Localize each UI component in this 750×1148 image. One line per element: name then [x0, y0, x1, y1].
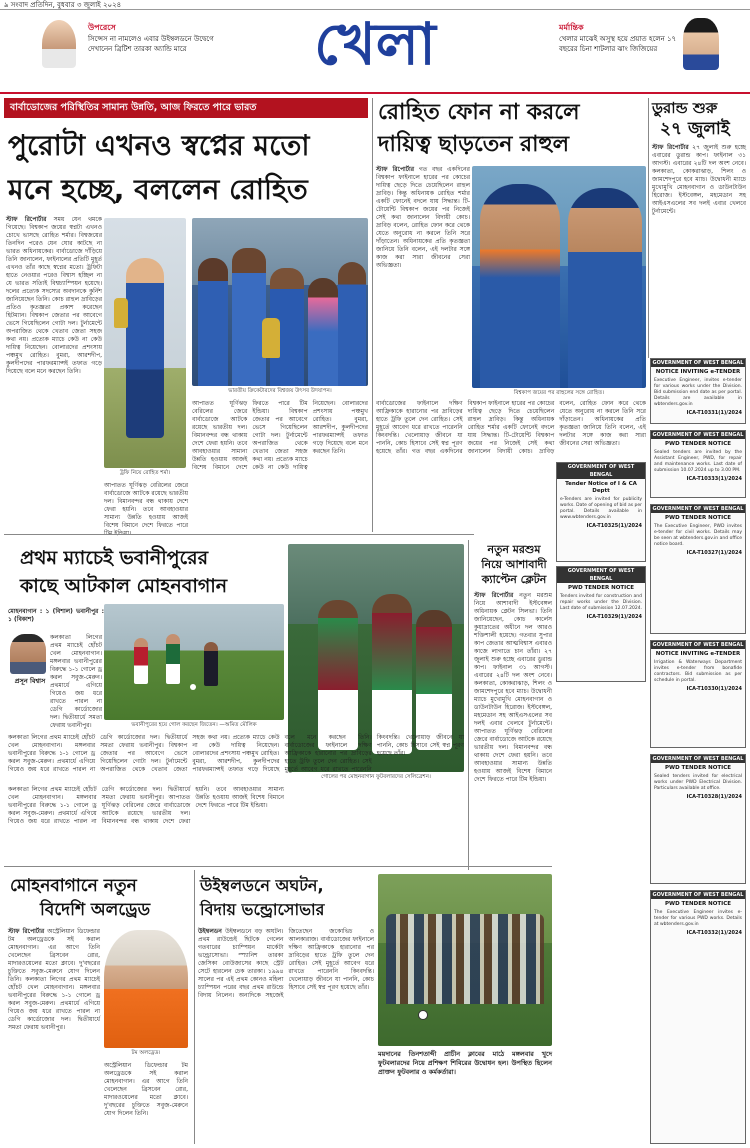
ad-header: GOVERNMENT OF WEST BENGAL — [652, 506, 744, 512]
ad-tender-2[interactable] — [650, 430, 746, 498]
ad-header: GOVERNMENT OF WEST BENGAL — [652, 892, 744, 898]
dravid-body-repeat: গত বছর একদিনের বিশ্বকাপ ফাইনালে হারের পর কোচের দায়িত্ব ছেড়ে দিতে চেয়েছিলেন রাহুল দ্রাবিড়। কিন্তু অধিনায়ক রোহিত শর্মার একটি ফোনেই বদলে যায় সিদ্ধান্ত। টি-টোয়েন্টি বিশ্বকাপ জয়ের পর নিজেই সেই কথা জানালেন বিদায়ী কোচ। দ্রাবিড় বলেন, রোহিত ফোন করে থেকে যেতে অনুরোধ না করলে তিনি সরে দাঁড়াতেন। অধিনায়কের প্রতি কৃতজ্ঞতা জানিয়ে তিনি বলেন, এই দলটার সঙ্গে কাজ করা সারা জীবনের সেরা অভিজ্ঞতা। — [411, 400, 646, 455]
captain-body-more: ২৭ জুলাই শুরু হচ্ছে এবারের ডুরান্ড কাপ। ফাইনাল ৩১ আগস্ট। এবারের ২৪টি দল অংশ নেবে। কলকাতা, কোকরাঝাড়, শিলং ও জামশেদপুরে হবে ম্যাচ। উদ্বোধনী ম্যাচে মুখোমুখি মোহনবাগান ও ডাউনটাউন হিরোজ। ইস্টবেঙ্গল, মহমেডান সহ আইএসএলের সব দলই এবার খেলবে টুর্নামেন্টে। — [474, 648, 552, 727]
wimbledon-body — [198, 928, 374, 1142]
oldred-photo[interactable] — [104, 930, 188, 1048]
ad-ref: ICA-T10332(1)/2024 — [686, 930, 742, 936]
col-rule-3 — [468, 540, 469, 870]
ad-title: Tender Notice of I & CA Deptt — [565, 481, 637, 494]
player-red — [134, 638, 148, 684]
ball-icon — [418, 1010, 428, 1020]
ad-title: PWD TENDER NOTICE — [664, 765, 732, 771]
ad-ref: ICA-T10327(1)/2024 — [686, 550, 742, 556]
ad-ref: ICA-T10330(1)/2024 — [686, 686, 742, 692]
author-photo — [10, 634, 46, 674]
murray-photo — [42, 20, 76, 68]
dravid-body: গত বছর একদিনের বিশ্বকাপ ফাইনালে হারের পর কোচের দায়িত্ব ছেড়ে দিতে চেয়েছিলেন রাহুল দ্রাবিড়। কিন্তু অধিনায়ক রোহিত শর্মার একটি ফোনেই বদলে যায় সিদ্ধান্ত। টি-টোয়েন্টি বিশ্বকাপ জয়ের পর নিজেই সেই কথা জানালেন বিদায়ী কোচ। দ্রাবিড় বলেন, রোহিত ফোন করে থেকে যেতে অনুরোধ না করলে তিনি সরে দাঁড়াতেন। অধিনায়কের প্রতি কৃতজ্ঞতা জানিয়ে তিনি বলেন, এই দলটার সঙ্গে কাজ করা সারা জীবনের সেরা অভিজ্ঞতা। — [376, 166, 470, 269]
oldred-headline-1: মোহনবাগানে নতুন — [10, 876, 137, 896]
wimbledon-dateline: উইম্বলডন — [198, 928, 222, 935]
ad-body: e-Tenders are invited for publicity works. Date of opening of bid as per portal. Details available in www.wbtenders.gov.in — [560, 497, 642, 520]
lead-body-col3 — [104, 482, 188, 530]
teaser-right-text: খেলার মাঝেই অসুস্থ হয়ে প্রয়াত হলেন ১৭ বছরের চিনা শাটলার ঝাং জিজিয়ের — [559, 35, 677, 53]
dravid-figure — [480, 184, 560, 388]
player-71 — [318, 600, 358, 750]
duran-body — [652, 144, 746, 352]
top-banner — [4, 98, 368, 118]
banner-text: বার্বাডোজের পরিস্থিতির সামান্য উন্নতি, আজ ফিরতে পারে ভারত — [10, 102, 257, 113]
ad-body: Executive Engineer, invites e-tender for various works under the Division. Bid submission end date as per portal. Details are available in wbtenders.gov.in — [654, 378, 742, 407]
captain-body-text: নতুন মরশুম নিয়ে আশাবাদী ইস্টবেঙ্গল অধিনায়ক ক্লেটন সিলভা। তিনি জানিয়েছেন, কোচ কার্লেস কুয়াদ্রাতের অধীনে দল আরও শক্তিশালী হয়েছে। গতবার সুপার কাপ জেতার আত্মবিশ্বাস এবারও কাজে লাগাতে চান তাঁরা। — [474, 592, 552, 655]
ad-body: Sealed tenders invited for electrical works under PWD Electrical Division. Particulars available at office. — [654, 774, 742, 791]
lead-caption-1: ট্রফি নিয়ে রোহিত শর্মা। — [119, 470, 171, 476]
player-5 — [338, 262, 366, 386]
player-green — [166, 634, 180, 684]
ad-ref: ICA-T10328(1)/2024 — [686, 794, 742, 800]
lead-body-repeat: বিশ্বকাপ জেতার পর আবেগে ভেসে গিয়েছিলেন গোটা দল। টুর্নামেন্টে অপরাজিত থেকে খেতাব জেতা সহজ কথা নয়। প্রত্যেক ম্যাচে কেউ না কেউ দায়িত্ব নিয়েছেন। বোলারদের প্রশংসায় পঞ্চমুখ রোহিত। বুমরা, আরশদীপ, কুলদীপদের পারফরম্যান্সই তফাত গড়ে দিয়েছে বলে মনে করছেন তিনি। — [252, 400, 368, 471]
dravid-headline-1: রোহিত ফোন না করলে — [378, 100, 580, 125]
ad-tender-6[interactable] — [556, 462, 646, 562]
duran-headline-1: ডুরান্ড শুরু — [652, 99, 718, 117]
captain-headline-2: নিয়ে আশাবাদী — [481, 558, 547, 571]
ball-icon — [190, 684, 196, 690]
masthead-rule — [0, 92, 750, 94]
ad-header: GOVERNMENT OF WEST BENGAL — [652, 432, 744, 438]
ad-body: The Executive Engineer invites e-tender for various PWD works. Details at wbtenders.gov.in — [654, 910, 742, 927]
bottom-section-rule — [4, 866, 552, 867]
masthead: খেলা — [314, 10, 436, 78]
teaser-left[interactable] — [4, 14, 244, 74]
oldred-body-lower-text: অস্ট্রেলিয়ান ডিফেন্ডার টম অলড্রেডকে সই করাল মোহনবাগান। এর আগে তিনি খেলেছেন ব্রিসবেন রোর, মাদারওয়েলের মতো ক্লাবে। দু'বছরের চুক্তিতে সবুজ-মেরুনে যোগ দিলেন তিনি। — [104, 1062, 188, 1117]
ad-header: GOVERNMENT OF WEST BENGAL — [652, 756, 744, 762]
mb-meta: মোহনবাগান : ১ (বিশাল) ভবানীপুর : ১ (বিকাশ) — [8, 608, 104, 623]
author-name: প্রসূন বিশ্বাস — [14, 677, 46, 685]
ad-title: PWD TENDER NOTICE — [664, 901, 732, 907]
player-4 — [308, 278, 338, 386]
ad-title: PWD TENDER NOTICE — [664, 441, 732, 447]
ad-header: GOVERNMENT OF WEST BENGAL — [652, 642, 744, 648]
lead-body-col1 — [6, 216, 102, 484]
teaser-left-text: সিন্সেস না নামলেও এবার উইম্বলডনে উদ্বেগে দেখানেন ব্রিটিশ তারকা অ্যান্ডি মারে — [88, 35, 214, 53]
ad-tender-3[interactable] — [650, 504, 746, 634]
mb-body-repeat: বিশ্বকাপ জেতার পর আবেগে ভেসে গিয়েছিলেন গোটা দল। টুর্নামেন্টে অপরাজিত থেকে খেতাব জেতা সহজ কথা নয়। প্রত্যেক ম্যাচে কেউ না কেউ দায়িত্ব নিয়েছেন। বোলারদের প্রশংসায় পঞ্চমুখ রোহিত। বুমরা, আরশদীপ, কুলদীপদের পারফরম্যান্সই তফাত গড়ে দিয়েছে বলে মনে করছেন তিনি। — [100, 734, 372, 773]
teaser-right[interactable] — [555, 14, 747, 74]
ad-header: GOVERNMENT OF WEST BENGAL — [652, 360, 744, 366]
trophy-icon — [114, 298, 128, 328]
teaser-right-kicker: মর্মান্তিক — [559, 23, 584, 32]
teaser-left-kicker: উপরেসে — [88, 23, 116, 32]
lead-body: সময় যেন থমকে গিয়েছে। বিশ্বকাপ জয়ের স্বপ্নটা এখনও চোখে ভাসছে রোহিত শর্মার। বিশ্বজয়ের তিনদিন পরেও যেন ঘোর কাটছে না ভারত অধিনায়কের। বার্বাডোজে দাঁড়িয়ে তিনি জানালেন, ফাইনালের প্রতিটি মুহূর্ত এখনও তাঁর কাছে স্বপ্নের মতো। ট্রফিটা হাতে নেওয়ার পরেও বিশ্বাস হচ্ছিল না যে ভারত সত্যিই বিশ্বচ্যাম্পিয়ন হয়েছে। দলের প্রত্যেক সদস্যের অবদানকে কুর্নিশ জানিয়েছেন তিনি। কোচ রাহুল দ্রাবিড়ের প্রতিও কৃতজ্ঞতা প্রকাশ করেছেন হিটম্যান। — [6, 216, 102, 319]
player-back — [416, 610, 452, 750]
oldred-body-more: কলকাতা লিগের প্রথম ম্যাচেই হোঁচট খেল মোহনবাগান। মঙ্গলবার ভবানীপুরের বিরুদ্ধে ১-১ গোলে ড্র করল সবুজ-মেরুন। প্রথমার্ধে এগিয়ে গিয়েও জয় ধরে রাখতে পারল না ডেগি কার্ডোজোর দল। দ্বিতীয়ার্ধে সমতা ফেরায় ভবানীপুর। — [8, 976, 100, 1031]
lead-headline-1: পুরোটা এখনও স্বপ্নের মতো — [8, 129, 310, 162]
mb-body-repeat-2: বার্বাডোজের ফাইনালে দক্ষিণ আফ্রিকাকে হারানোর পর দ্রাবিড়ের হাতে ট্রফি তুলে দেন রোহিত। সেই মুহূর্তে আবেগ ধরে রাখতে পারেননি কিংবদন্তি। খেলোয়াড় জীবনে যা পাননি, কোচ হিসাবে সেই স্বপ্ন পূরণ হয়েছে তাঁর। — [284, 734, 464, 773]
captain-headline-3: ক্যাপ্টেন ক্লেটন — [481, 573, 547, 586]
dravid-headline-2: দায়িত্ব ছাড়তেন রাহুল — [378, 132, 569, 157]
ad-title: PWD TENDER NOTICE — [664, 515, 732, 521]
mb-action-photo[interactable] — [104, 604, 284, 720]
ad-body: Sealed tenders are invited by the Assistant Engineer, PWD, for repair and maintenance works. Last date of submission 10.07.2024 up to 3.00 PM. — [654, 450, 742, 473]
player-2 — [232, 248, 266, 386]
rohit-trophy-photo[interactable] — [104, 218, 186, 468]
team-celebration-photo[interactable] — [192, 218, 368, 386]
lead-body-2: বিশ্বকাপ জেতার পর আবেগে ভেসে গিয়েছিলেন গোটা দল। টুর্নামেন্টে অপরাজিত থেকে খেতাব জেতা সহজ কথা নয়। প্রত্যেক ম্যাচে কেউ না কেউ দায়িত্ব নিয়েছেন। বোলারদের প্রশংসায় পঞ্চমুখ রোহিত। বুমরা, আরশদীপ, কুলদীপদের পারফরম্যান্সই তফাত গড়ে দিয়েছে বলে মনে করছেন তিনি। — [6, 312, 102, 375]
dravid-rohit-photo[interactable] — [472, 166, 646, 388]
ad-body: Irrigation & Waterways Department invites e-tender from bonafide contractors. Bid submission as per schedule in portal. — [654, 660, 742, 683]
dravid-body-2: বার্বাডোজের ফাইনালে দক্ষিণ আফ্রিকাকে হারানোর পর দ্রাবিড়ের হাতে ট্রফি তুলে দেন রোহিত। সেই মুহূর্তে আবেগ ধরে রাখতে পারেননি কিংবদন্তি। খেলোয়াড় জীবনে যা পাননি, কোচ হিসাবে সেই স্বপ্ন পূরণ হয়েছে তাঁর। — [376, 400, 463, 455]
football-camp-photo[interactable] — [378, 874, 552, 1046]
duran-headline-2: ২৭ জুলাই — [660, 119, 730, 139]
ad-ref: ICA-T10331(1)/2024 — [686, 410, 742, 416]
trophy-icon — [262, 318, 280, 358]
player-dark — [204, 642, 218, 686]
ad-tender-5[interactable] — [650, 754, 746, 884]
ad-body: The Executive Engineer, PWD invites e-tender for civil works. Details may be seen at wbtenders.gov.in and office notice board. — [654, 524, 742, 547]
col-rule-2 — [648, 98, 649, 358]
mb-body: কলকাতা লিগের প্রথম ম্যাচেই হোঁচট খেল মোহনবাগান। মঙ্গলবার ভবানীপুরের বিরুদ্ধে ১-১ গোলে ড্র করল সবুজ-মেরুন। প্রথমার্ধে এগিয়ে গিয়েও জয় ধরে রাখতে পারল না ডেগি কার্ডোজোর দল। দ্বিতীয়ার্ধে সমতা ফেরায় ভবানীপুর। — [8, 734, 188, 773]
dravid-caption: বিশ্বকাপ জয়ের পর রাহুলের সঙ্গে রোহিত। — [513, 390, 605, 396]
ad-header: GOVERNMENT OF WEST BENGAL — [557, 463, 645, 479]
lead-body-col2 — [192, 400, 368, 528]
wimbledon-body-text: উইম্বলডনে বড় অঘটন। প্রথম রাউন্ডেই ছিটকে গেলেন গতবারের চ্যাম্পিয়ন মার্কেটা ভন্ড্রোসোভা। স্প্যানিশ তারকা জেসিকা বোউজাসের কাছে স্ট্রেট সেটে হারলেন চেক তারকা। ১৯৯৪ সালের পর এই প্রথম কোনও মহিলা চ্যাম্পিয়ন পরের বছর প্রথম রাউন্ডে বিদায় নিলেন। অন্যদিকে সহজেই জিতেছেন জকোভিচ ও আলকারাজ। — [198, 928, 374, 999]
wimbledon-headline-1: উইম্বলডনে অঘটন, — [200, 876, 324, 895]
oldred-body-text: অস্ট্রেলিয়ান ডিফেন্ডার টম অলড্রেডকে সই করাল মোহনবাগান। এর আগে তিনি খেলেছেন ব্রিসবেন রোর, মাদারওয়েলের মতো ক্লাবে। দু'বছরের চুক্তিতে সবুজ-মেরুনে যোগ দিলেন তিনি। — [8, 928, 100, 983]
lead-body-3: আপাতত ঘূর্ণিঝড় বেরিলের জেরে বার্বাডোজে আটকে রয়েছে ভারতীয় দল। বিমানবন্দর বন্ধ থাকায় দেশে ফেরা হয়নি। তবে আবহাওয়ার সামান্য উন্নতি হওয়ায় আজই বিশেষ বিমানে দেশে ফিরতে পারে টিম ইন্ডিয়া। — [192, 400, 308, 471]
rohit-figure — [568, 188, 642, 388]
section-rule — [4, 534, 474, 535]
mb-body-snippet: কলকাতা লিগের প্রথম ম্যাচেই হোঁচট খেল মোহনবাগান। মঙ্গলবার ভবানীপুরের বিরুদ্ধে ১-১ গোলে ড্র করল সবুজ-মেরুন। প্রথমার্ধে এগিয়ে গিয়েও জয় ধরে রাখতে পারল না ডেগি কার্ডোজোর দল। দ্বিতীয়ার্ধে সমতা ফেরায় ভবানীপুর। — [50, 634, 102, 729]
duran-body-text: ২৭ জুলাই শুরু হচ্ছে এবারের ডুরান্ড কাপ। ফাইনাল ৩১ আগস্ট। এবারের ২৪টি দল অংশ নেবে। কলকাতা, কোকরাঝাড়, শিলং ও জামশেদপুরে হবে ম্যাচ। উদ্বোধনী ম্যাচে মুখোমুখি মোহনবাগান ও ডাউনটাউন হিরোজ। ইস্টবেঙ্গল, মহমেডান সহ আইএসএলের সব দলই এবার খেলবে টুর্নামেন্টে। — [652, 144, 746, 215]
mb-caption-1: ভবানীপুরের হয়ে গোল করছেন জিতেন। —অমিত মৌলিক — [131, 722, 257, 728]
rohit-figure — [126, 258, 164, 438]
wimbledon-body-more: বার্বাডোজের ফাইনালে দক্ষিণ আফ্রিকাকে হারানোর পর দ্রাবিড়ের হাতে ট্রফি তুলে দেন রোহিত। সেই মুহূর্তে আবেগ ধরে রাখতে পারেননি কিংবদন্তি। খেলোয়াড় জীবনে যা পাননি, কোচ হিসাবে সেই স্বপ্ন পূরণ হয়েছে তাঁর। — [288, 936, 374, 991]
oldred-dateline: স্টাফ রিপোর্টার — [8, 928, 45, 935]
bottom-photo-caption: ময়দানের তিনশতাব্দী প্রাচীন ক্লাবের মাঠে মঙ্গলবার খুদে ফুটবলারদের নিয়ে প্রশিক্ষণ শিবিরের উদ্বোধন হল। উপস্থিত ছিলেন প্রাক্তন ফুটবলার ও কর্মকর্তারা। — [378, 1050, 552, 1076]
zhang-photo — [683, 18, 719, 70]
lead-headline-2: মনে হচ্ছে, বললেন রোহিত — [8, 173, 308, 206]
player-84 — [372, 594, 412, 754]
wimbledon-headline-2: বিদায় ভন্ড্রোসোভার — [200, 900, 325, 919]
mb-body-side — [50, 634, 102, 729]
oldred-body — [8, 928, 100, 1142]
player-1 — [198, 258, 228, 386]
ad-title: NOTICE INVITING e-TENDER — [655, 651, 741, 657]
ad-header: GOVERNMENT OF WEST BENGAL — [557, 567, 645, 583]
duran-dateline: স্টাফ রিপোর্টার — [652, 144, 689, 151]
captain-headline-1: নতুন মরশুম — [487, 543, 541, 556]
lead-caption-2: ভারতীয় ক্রিকেটারদের বিশ্বজয় উৎসব উদযাপন। — [228, 388, 332, 394]
mb-headline-2: কাছে আটকাল মোহনবাগান — [20, 575, 228, 597]
col-rule-4 — [194, 870, 195, 1144]
oldred-headline-2: বিদেশি অলড্রেড — [40, 900, 151, 920]
lead-dateline: স্টাফ রিপোর্টার — [6, 216, 47, 223]
captain-body-more-2: আপাতত ঘূর্ণিঝড় বেরিলের জেরে বার্বাডোজে আটকে রয়েছে ভারতীয় দল। বিমানবন্দর বন্ধ থাকায় দেশে ফেরা হয়নি। তবে আবহাওয়ার সামান্য উন্নতি হওয়ায় আজই বিশেষ বিমানে দেশে ফিরতে পারে টিম ইন্ডিয়া। — [474, 728, 552, 783]
ad-body: Tenders invited for construction and repair works under the Division. Last date of submission 12.07.2024. — [560, 594, 643, 611]
oldred-body-lower — [104, 1062, 188, 1142]
dravid-dateline: স্টাফ রিপোর্টার — [376, 166, 415, 173]
captain-dateline: স্টাফ রিপোর্টার — [474, 592, 514, 599]
dravid-body-col — [376, 166, 470, 396]
mb-body-lower — [8, 786, 284, 856]
ad-tender-8[interactable] — [650, 890, 746, 1144]
ad-ref: ICA-T10333(1)/2024 — [686, 476, 742, 482]
ad-ref: ICA-T10325(1)/2024 — [586, 523, 642, 529]
ad-tender-4[interactable] — [650, 640, 746, 748]
dravid-body-lower — [376, 400, 646, 460]
ad-title: NOTICE INVITING e-TENDER — [655, 369, 741, 375]
mb-body-3: আপাতত ঘূর্ণিঝড় বেরিলের জেরে বার্বাডোজে আটকে রয়েছে ভারতীয় দল। বিমানবন্দর বন্ধ থাকায় দেশে ফেরা হয়নি। তবে আবহাওয়ার সামান্য উন্নতি হওয়ায় আজই বিশেষ বিমানে দেশে ফিরতে পারে টিম ইন্ডিয়া। — [101, 786, 284, 825]
lead-body-3b: আপাতত ঘূর্ণিঝড় বেরিলের জেরে বার্বাডোজে আটকে রয়েছে ভারতীয় দল। বিমানবন্দর বন্ধ থাকায় দেশে ফেরা হয়নি। তবে আবহাওয়ার সামান্য উন্নতি হওয়ায় আজই বিশেষ বিমানে দেশে ফিরতে পারে — [104, 482, 188, 529]
ad-ref: ICA-T10329(1)/2024 — [586, 614, 642, 620]
captain-body — [474, 592, 552, 862]
oldred-caption: টম অলড্রেড। — [131, 1050, 161, 1056]
ad-tender-7[interactable] — [556, 566, 646, 682]
col-rule-1 — [372, 98, 373, 532]
mb-headline-1: প্রথম ম্যাচেই ভবানীপুরের — [20, 547, 209, 569]
page-info: ৯ সংবাদ প্রতিদিন, বুধবার ৩ জুলাই ২০২৪ — [4, 1, 122, 9]
group-people — [386, 914, 544, 1004]
mb-body-2: কলকাতা লিগের প্রথম ম্যাচেই হোঁচট খেল মোহনবাগান। মঙ্গলবার ভবানীপুরের বিরুদ্ধে ১-১ গোলে ড্র করল সবুজ-মেরুন। প্রথমার্ধে এগিয়ে গিয়েও জয় ধরে রাখতে পারল না ডেগি কার্ডোজোর দল। দ্বিতীয়ার্ধে সমতা ফেরায় ভবানীপুর। — [8, 786, 191, 825]
mb-caption-2: গোলের পর মোহনবাগান ফুটবলারদের সেলিব্রেশন। — [321, 774, 431, 780]
ad-tender-1[interactable] — [650, 358, 746, 424]
ad-title: PWD TENDER NOTICE — [567, 585, 635, 591]
